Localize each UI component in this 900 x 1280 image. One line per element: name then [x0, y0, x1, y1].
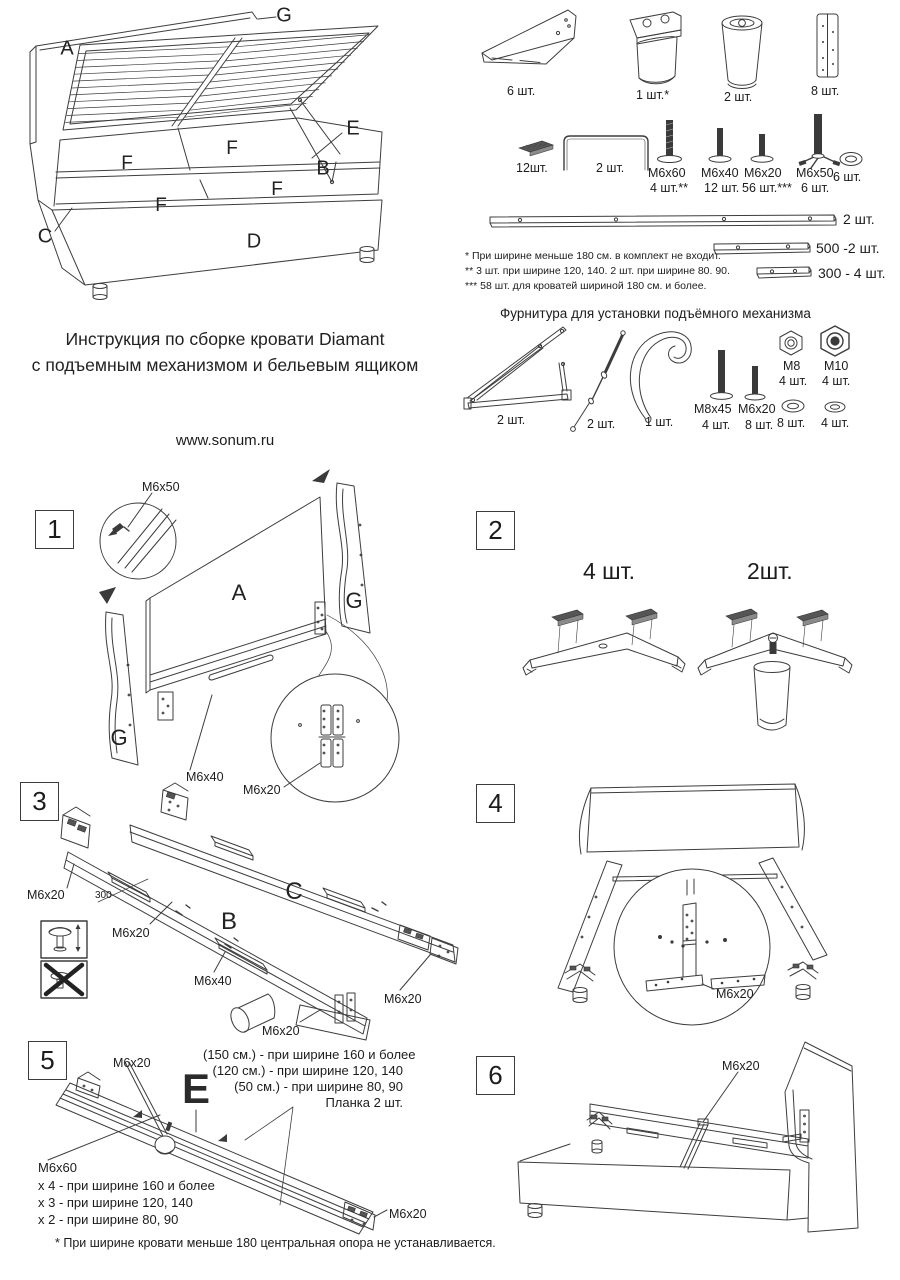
- step-2-digit: 2: [488, 515, 503, 545]
- bolt-m6x40-icon: [706, 126, 736, 168]
- step1-label-m6x40: M6x40: [186, 770, 224, 784]
- strip-long-icon: [488, 210, 840, 232]
- bolt-m6x50-label: M6x50: [796, 166, 834, 180]
- bolt-m6x50-icon: [797, 112, 841, 170]
- step5-label-m6x60: M6x60: [38, 1160, 78, 1175]
- step-3-drawing: [20, 780, 460, 1052]
- step1-label-m6x50: M6x50: [142, 480, 180, 494]
- lift-washer1-icon: [780, 397, 806, 415]
- cylinder-leg-qty: 2 шт.: [724, 90, 753, 104]
- overview-letter-b: B: [316, 157, 330, 180]
- nut-m10-label: M10: [824, 359, 849, 373]
- step4-label-m6x20: M6x20: [716, 987, 754, 1001]
- step1-letter-g-left: G: [110, 725, 128, 750]
- overview-letter-c: C: [37, 225, 53, 248]
- overview-letter-a: A: [60, 37, 74, 60]
- bolt-m6x20-lift-label: M6x20: [738, 402, 776, 416]
- nut-m10-icon: [819, 325, 853, 357]
- nut-m8-label: M8: [783, 359, 801, 373]
- step3-label-m6x20-mid: M6x20: [112, 926, 150, 940]
- step3-label-m6x20-bottom: M6x20: [262, 1024, 300, 1038]
- step-6-drawing: [500, 1040, 880, 1260]
- washer-qty: 6 шт.: [833, 170, 862, 184]
- strip-long-qty: 2 шт.: [843, 211, 875, 227]
- sheet-title-line2: с подъемным механизмом и бельевым ящиком: [31, 355, 419, 375]
- note-3: *** 58 шт. для кроватей шириной 180 см. и более.: [465, 280, 707, 292]
- corner-bracket-icon: [478, 8, 580, 90]
- bolt-m6x20-label: M6x20: [744, 166, 782, 180]
- strip-300-qty: 300 - 4 шт.: [818, 265, 886, 281]
- step5-label-m6x20-br: M6x20: [389, 1207, 427, 1221]
- step1-letter-a: A: [231, 580, 247, 605]
- bolt-m6x20-icon: [748, 132, 778, 168]
- bolt-m6x40-qty: 12 шт.: [704, 181, 740, 195]
- step-1-drawing: [90, 465, 462, 810]
- step-4-drawing: [470, 775, 900, 1065]
- step1-letter-g-right: G: [345, 588, 363, 613]
- strap-qty: 1 шт.: [645, 415, 674, 429]
- step5-count-x4: x 4 - при ширине 160 и более: [38, 1178, 215, 1193]
- bolt-m8x45-qty: 4 шт.: [702, 418, 731, 432]
- website-url: www.sonum.ru: [175, 432, 275, 449]
- overview-letter-f2: F: [226, 138, 238, 159]
- gas-strut-qty: 2 шт.: [587, 417, 616, 431]
- step5-plank-qty: Планка 2 шт.: [325, 1095, 403, 1110]
- step3-label-m6x40: M6x40: [194, 974, 232, 988]
- step-2-drawing: [520, 595, 892, 710]
- lift-washer1-qty: 8 шт.: [777, 416, 806, 430]
- lift-mechanism-icon: [463, 325, 578, 425]
- step5-option-120: (120 см.) - при ширине 120, 140: [212, 1063, 403, 1078]
- step3-label-m6x20-left: M6x20: [27, 888, 65, 902]
- step3-label-m6x20-right: M6x20: [384, 992, 422, 1006]
- overview-letter-f1: F: [121, 153, 133, 174]
- nut-m8-icon: [778, 330, 806, 356]
- step-2-number: [476, 511, 515, 550]
- step5-option-150: (150 см.) - при ширине 160 и более: [203, 1047, 416, 1062]
- step3-letter-c: C: [285, 878, 303, 905]
- pad-icon: [517, 139, 555, 159]
- lift-kit-title: Фурнитура для установки подъёмного механизма: [500, 306, 811, 321]
- sheet-title-line1: Инструкция по сборке кровати Diamant: [65, 329, 385, 349]
- step-1-digit: 1: [47, 514, 62, 544]
- lift-washer2-qty: 4 шт.: [821, 416, 850, 430]
- bolt-m8x45-label: M8x45: [694, 402, 732, 416]
- step6-label-m6x20: M6x20: [722, 1059, 760, 1073]
- step5-option-50: (50 см.) - при ширине 80, 90: [234, 1079, 403, 1094]
- bolt-m6x20-qty: 56 шт.***: [742, 181, 792, 195]
- step5-footnote: * При ширине кровати меньше 180 центральная опора не устанавливается.: [55, 1236, 496, 1250]
- nut-m8-qty: 4 шт.: [779, 374, 808, 388]
- step1-label-m6x20: M6x20: [243, 783, 281, 797]
- bolt-m6x20-lift-qty: 8 шт.: [745, 418, 774, 432]
- leg-bracket-icon: [625, 10, 687, 92]
- step5-letter-e: E: [181, 1065, 211, 1112]
- strip-500-icon: [712, 240, 812, 258]
- pad-qty: 12шт.: [516, 161, 548, 175]
- bolt-m6x20-lift-icon: [742, 364, 770, 406]
- step-3-digit: 3: [32, 786, 47, 816]
- bolt-m6x60-label: M6x60: [648, 166, 686, 180]
- strip-300-icon: [755, 264, 815, 282]
- step2-qty-four: 4 шт.: [583, 558, 636, 584]
- connector-plate-icon: [815, 12, 843, 82]
- overview-letter-f3: F: [155, 195, 167, 216]
- overview-letter-d: D: [246, 230, 262, 253]
- leg-bracket-qty: 1 шт.*: [636, 88, 670, 102]
- strip-500-qty: 500 -2 шт.: [816, 240, 880, 256]
- u-bar-qty: 2 шт.: [596, 161, 625, 175]
- bolt-m6x60-qty: 4 шт.**: [650, 181, 688, 195]
- step5-count-x2: x 2 - при ширине 80, 90: [38, 1212, 179, 1227]
- bolt-m6x40-label: M6x40: [701, 166, 739, 180]
- step-1-number: [35, 510, 74, 549]
- step3-label-300: 300: [95, 890, 112, 901]
- note-2: ** 3 шт. при ширине 120, 140. 2 шт. при ширине 80. 90.: [465, 265, 730, 277]
- washer-icon: [838, 150, 864, 168]
- cylinder-leg-icon: [720, 14, 766, 94]
- lift-mechanism-qty: 2 шт.: [497, 413, 526, 427]
- step3-letter-b: B: [220, 908, 238, 935]
- lift-washer2-icon: [823, 399, 847, 415]
- connector-plate-qty: 8 шт.: [811, 84, 840, 98]
- step2-qty-two: 2шт.: [747, 558, 793, 584]
- step-4-digit: 4: [488, 788, 503, 818]
- step5-label-m6x20-top: M6x20: [113, 1056, 151, 1070]
- overview-letter-f4: F: [271, 179, 283, 200]
- step-6-digit: 6: [488, 1060, 503, 1090]
- sheet-title: [20, 326, 430, 378]
- overview-letter-g: G: [276, 4, 292, 27]
- note-1: * При ширине меньше 180 см. в комплект не входит.: [465, 250, 721, 262]
- step-5-digit: 5: [40, 1045, 55, 1075]
- overview-letter-e: E: [346, 117, 360, 140]
- step5-count-x3: x 3 - при ширине 120, 140: [38, 1195, 193, 1210]
- corner-bracket-qty: 6 шт.: [507, 84, 536, 98]
- bolt-m6x60-icon: [655, 118, 687, 168]
- bolt-m8x45-icon: [708, 348, 738, 404]
- bolt-m6x50-qty: 6 шт.: [801, 181, 830, 195]
- nut-m10-qty: 4 шт.: [822, 374, 851, 388]
